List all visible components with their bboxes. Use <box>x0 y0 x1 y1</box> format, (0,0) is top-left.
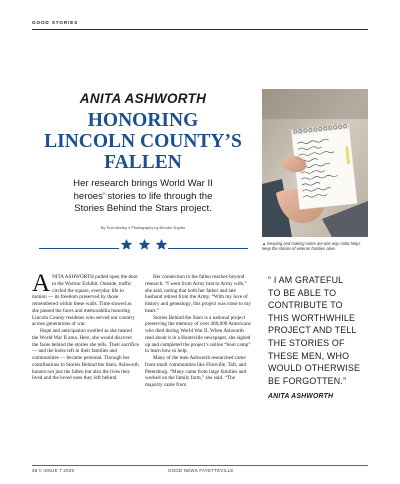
body-column-2 <box>145 274 252 389</box>
pull-quote-line: THE STORIES OF <box>268 337 345 348</box>
stars-divider-left <box>39 248 119 249</box>
body-paragraph: Her connection to the fallen reaches beyond research. “I went from Army brat to Army wife,” she said, noting that both her father and late husband retired from the Army. “With my love of history and genealogy, this project was close to my heart.” <box>145 274 251 314</box>
body-text: NITA ASHWORTH pulled open the door to the Warrior Exhibit. Outside, traffic circled the square, everyday life in motion — its freedom preserved by those remembered within these walls. Time slowed as she passed the faces and memorabilia honoring Lincoln County residents who served our country across generations of war. <box>32 274 138 328</box>
star-ornament <box>120 238 168 251</box>
headline-line: HONORING <box>87 110 199 131</box>
pull-quote-line: CONTRIBUTE TO <box>268 300 343 311</box>
deck-line: heroes’ stories to life through the <box>73 190 213 202</box>
body-paragraph: Many of the men Ashworth researched came from small communities like Flintville, Taft, and Petersburg. “Many came from large families and worked on the family farm,” she said. “The majority came from <box>145 355 247 388</box>
pull-quote <box>268 274 372 387</box>
publication-name: GOOD NEWS FAYETTEVILLE <box>168 468 234 473</box>
star-icon <box>138 238 151 251</box>
top-divider <box>32 29 368 30</box>
body-column-1 <box>32 270 139 382</box>
byline: By Tina Neeley // Photography by Brooke Snyder <box>100 225 186 230</box>
deck <box>50 178 236 216</box>
pull-quote-line: WOULD OTHERWISE <box>268 363 361 374</box>
deck-line: Her research brings World War II <box>73 178 213 189</box>
body-paragraph <box>32 270 139 328</box>
deck-line: Stories Behind the Stars project. <box>74 203 212 215</box>
pull-quote-line: PROJECT AND TELL <box>268 325 357 336</box>
drop-cap: A <box>32 270 51 297</box>
section-label: GOOD STORIES <box>32 20 79 25</box>
body-paragraph: Stories Behind the Stars is a national project preserving the memory of over 400,000 Americans who died during World War II. When Ashworth read about it in a Huntsville newspaper, she signed up and completed the project’s online “boot camp” to learn how to help. <box>145 314 251 355</box>
caption-text: Keeping and making notes are one way Anita helps keep the stories of veteran families alive. <box>262 241 361 252</box>
body-paragraph: Hope and anticipation swelled as she neared the World War II area. Here, she would discover the faces behind the stories she tells. Their sacrifice — and the holes left in their families and communities — became personal. Through her contributions to Stories Behind the Stars, Ashworth honors not just the fallen but also the lives they lived and the loved ones they left behind. <box>32 328 139 382</box>
pull-quote-line: THESE MEN, WHO <box>268 350 350 361</box>
star-icon <box>120 238 133 251</box>
pull-quote-attribution: ANITA ASHWORTH <box>268 393 334 400</box>
star-icon <box>155 238 168 251</box>
headline-line: LINCOLN COUNTY’S <box>44 131 242 152</box>
notepad-photo <box>262 89 368 237</box>
headline <box>32 110 254 173</box>
pull-quote-line: THIS WORTHWHILE <box>268 312 356 323</box>
stars-divider-right <box>168 248 248 249</box>
footer-divider <box>32 465 368 466</box>
pull-quote-line: “ I AM GRATEFUL <box>268 275 344 285</box>
pull-quote-line: BE FORGOTTEN.” <box>268 375 347 386</box>
pull-quote-line: TO BE ABLE TO <box>268 287 337 298</box>
subject-name: ANITA ASHWORTH <box>79 91 207 106</box>
headline-line: FALLEN <box>104 152 182 173</box>
caption-marker: ▲ <box>262 241 267 246</box>
page-info: 38 // ISSUE 7 2025 <box>32 468 75 473</box>
photo-caption <box>262 241 368 251</box>
